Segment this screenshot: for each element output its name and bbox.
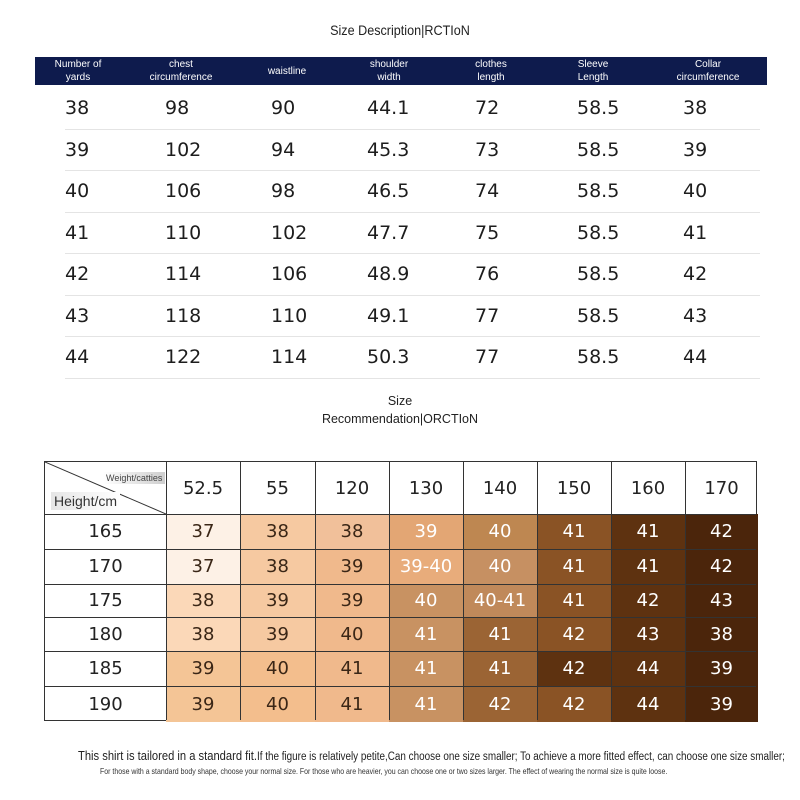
size-table-cell: 42 xyxy=(683,263,708,286)
size-recommendation-cell: 38 xyxy=(240,549,315,584)
weight-header-cell: 130 xyxy=(408,477,444,499)
size-recommendation-cell: 39 xyxy=(240,617,315,651)
size-recommendation-cell: 38 xyxy=(166,584,240,617)
grid-row-divider xyxy=(45,686,756,687)
size-recommendation-cell: 39 xyxy=(240,584,315,617)
size-table-cell: 90 xyxy=(271,97,296,120)
size-table-cell: 118 xyxy=(165,304,202,327)
size-recommendation-cell: 40-41 xyxy=(463,584,537,617)
size-recommendation-cell: 41 xyxy=(389,617,463,651)
size-table-header-cell: Collar circumference xyxy=(676,59,740,83)
size-description-title: Size Description|RCTIoN xyxy=(330,22,470,38)
footer-note-lead: This shirt is tailored in a standard fit. xyxy=(78,748,257,763)
grid-column-divider xyxy=(315,462,316,720)
weight-header-cell: 52.5 xyxy=(182,477,224,499)
size-table-row xyxy=(65,213,760,255)
size-table-row xyxy=(65,171,760,213)
recommendation-title-line2: Recommendation|ORCTIoN xyxy=(321,412,479,426)
size-table-cell: 42 xyxy=(65,263,90,286)
height-header-cell: 165 xyxy=(88,521,123,542)
size-recommendation-cell: 42 xyxy=(463,686,537,722)
size-recommendation-cell: 40 xyxy=(463,514,537,549)
size-recommendation-cell: 38 xyxy=(166,617,240,651)
size-recommendation-cell: 37 xyxy=(166,514,240,549)
size-recommendation-cell: 40 xyxy=(389,584,463,617)
size-recommendation-cell: 43 xyxy=(685,584,758,617)
size-table-row xyxy=(65,254,760,296)
weight-header-cell: 160 xyxy=(630,477,666,499)
size-table-cell: 43 xyxy=(683,304,708,327)
size-table-cell: 98 xyxy=(165,97,190,120)
size-table-body xyxy=(65,88,760,379)
grid-row-divider xyxy=(45,584,756,585)
size-recommendation-cell: 41 xyxy=(611,514,685,549)
size-table-cell: 58.5 xyxy=(577,97,620,120)
size-table-cell: 72 xyxy=(475,97,500,120)
recommendation-title-line1: Size xyxy=(387,394,413,408)
size-table-header xyxy=(35,57,767,85)
size-recommendation-cell: 41 xyxy=(537,549,611,584)
size-table-cell: 48.9 xyxy=(367,263,410,286)
size-recommendation-cell: 39 xyxy=(166,651,240,686)
grid-column-divider xyxy=(240,462,241,720)
size-recommendation-cell: 41 xyxy=(537,584,611,617)
weight-header-cell: 140 xyxy=(482,477,518,499)
size-table-cell: 41 xyxy=(683,221,708,244)
grid-column-divider xyxy=(537,462,538,720)
size-table-cell: 47.7 xyxy=(367,221,410,244)
height-header-cell: 170 xyxy=(88,556,123,577)
size-recommendation-cell: 40 xyxy=(240,651,315,686)
size-table-cell: 114 xyxy=(165,263,202,286)
size-table-cell: 43 xyxy=(65,304,90,327)
grid-column-divider xyxy=(685,462,686,720)
grid-column-divider xyxy=(166,462,167,720)
grid-column-divider xyxy=(463,462,464,720)
size-recommendation-cell: 41 xyxy=(315,686,389,722)
size-table-cell: 94 xyxy=(271,138,296,161)
size-table-header-cell: Sleeve Length xyxy=(577,59,609,83)
size-recommendation-cell: 39-40 xyxy=(389,549,463,584)
size-table-cell: 44 xyxy=(65,346,90,369)
size-recommendation-cell: 44 xyxy=(611,686,685,722)
size-recommendation-cell: 41 xyxy=(463,617,537,651)
size-recommendation-cell: 40 xyxy=(315,617,389,651)
size-table-cell: 39 xyxy=(65,138,90,161)
size-table-cell: 77 xyxy=(475,346,500,369)
size-recommendation-cell: 39 xyxy=(315,584,389,617)
height-header-cell: 175 xyxy=(88,590,123,611)
size-table-cell: 58.5 xyxy=(577,180,620,203)
height-header-cell: 185 xyxy=(88,658,123,679)
size-recommendation-cell: 42 xyxy=(685,549,758,584)
grid-column-divider xyxy=(611,462,612,720)
size-table-header-cell: shoulder width xyxy=(369,59,409,83)
size-recommendation-cell: 39 xyxy=(685,651,758,686)
size-recommendation-grid xyxy=(44,461,757,721)
size-table-header-cell: waistline xyxy=(267,65,307,77)
size-table-cell: 58.5 xyxy=(577,221,620,244)
size-table-cell: 114 xyxy=(271,346,308,369)
size-table-header-cell: chest circumference xyxy=(149,59,213,83)
size-recommendation-cell: 38 xyxy=(685,617,758,651)
size-recommendation-cell: 41 xyxy=(537,514,611,549)
size-table-cell: 58.5 xyxy=(577,346,620,369)
height-header-cell: 180 xyxy=(88,623,123,645)
size-table-row xyxy=(65,296,760,338)
footer-note-rest: If the figure is relatively petite,Can choose one size smaller; To achieve a more fitted effect, can choose one size smaller; xyxy=(256,751,785,763)
weight-header-cell: 170 xyxy=(704,477,739,499)
size-recommendation-cell: 41 xyxy=(389,686,463,722)
size-recommendation-cell: 44 xyxy=(611,651,685,686)
size-recommendation-cell: 41 xyxy=(315,651,389,686)
size-table-cell: 38 xyxy=(65,97,90,120)
size-table-cell: 40 xyxy=(65,180,90,203)
size-table-cell: 41 xyxy=(65,221,90,244)
size-recommendation-cell: 41 xyxy=(611,549,685,584)
corner-weight-label: Weight/catties xyxy=(103,472,165,484)
size-table-cell: 77 xyxy=(475,304,500,327)
size-table-cell: 44.1 xyxy=(367,97,410,120)
size-table-cell: 106 xyxy=(271,263,308,286)
height-header-cell: 190 xyxy=(88,693,123,715)
size-recommendation-cell: 42 xyxy=(537,651,611,686)
size-recommendation-cell: 39 xyxy=(389,514,463,549)
size-recommendation-cell: 39 xyxy=(166,686,240,722)
grid-row-divider xyxy=(45,651,756,652)
size-recommendation-cell: 38 xyxy=(240,514,315,549)
size-table-cell: 39 xyxy=(683,138,708,161)
size-recommendation-cell: 39 xyxy=(685,686,758,722)
size-recommendation-cell: 43 xyxy=(611,617,685,651)
size-table-cell: 58.5 xyxy=(577,263,620,286)
size-table-cell: 49.1 xyxy=(367,304,410,327)
size-recommendation-cell: 40 xyxy=(240,686,315,722)
footer-note-line1 xyxy=(78,748,785,763)
size-table-cell: 58.5 xyxy=(577,138,620,161)
size-table-cell: 38 xyxy=(683,97,708,120)
grid-row-divider xyxy=(45,617,756,618)
size-recommendation-cell: 42 xyxy=(537,617,611,651)
size-recommendation-cell: 42 xyxy=(611,584,685,617)
size-table-cell: 102 xyxy=(271,221,308,244)
size-table-cell: 50.3 xyxy=(367,346,410,369)
weight-header-cell: 150 xyxy=(556,477,592,499)
weight-header-cell: 120 xyxy=(334,477,370,499)
size-table-header-cell: Number of yards xyxy=(54,59,102,83)
size-table-cell: 110 xyxy=(165,221,202,244)
size-table-cell: 45.3 xyxy=(367,138,410,161)
size-recommendation-cell: 40 xyxy=(463,549,537,584)
size-table-cell: 110 xyxy=(271,304,308,327)
size-table-cell: 75 xyxy=(475,221,500,244)
size-recommendation-cell: 37 xyxy=(166,549,240,584)
corner-height-label: Height/cm xyxy=(51,492,120,510)
size-recommendation-cell: 41 xyxy=(389,651,463,686)
size-table-cell: 46.5 xyxy=(367,180,410,203)
size-table-cell: 122 xyxy=(165,346,202,369)
size-recommendation-cell: 39 xyxy=(315,549,389,584)
weight-header-cell: 55 xyxy=(266,477,289,499)
size-table-cell: 58.5 xyxy=(577,304,620,327)
size-table-cell: 40 xyxy=(683,180,708,203)
size-table-cell: 73 xyxy=(475,138,500,161)
size-table-cell: 98 xyxy=(271,180,296,203)
footer-note-line2: For those with a standard body shape, choose your normal size. For those who are heavier, you can choose one or two sizes larger. The effect of wearing the normal size is quite loose. xyxy=(100,766,668,776)
size-recommendation-title xyxy=(0,392,800,428)
size-table-cell: 76 xyxy=(475,263,500,286)
grid-row-divider xyxy=(45,549,756,550)
size-recommendation-cell: 41 xyxy=(463,651,537,686)
size-recommendation-cell: 38 xyxy=(315,514,389,549)
size-table-row xyxy=(65,88,760,130)
size-table-cell: 74 xyxy=(475,180,500,203)
size-recommendation-cell: 42 xyxy=(537,686,611,722)
size-recommendation-cell: 42 xyxy=(685,514,758,549)
size-table-row xyxy=(65,130,760,172)
size-table-header-cell: clothes length xyxy=(475,59,507,83)
size-table-row xyxy=(65,337,760,379)
grid-column-divider xyxy=(389,462,390,720)
size-table-cell: 106 xyxy=(165,180,202,203)
size-table-cell: 44 xyxy=(683,346,708,369)
size-table-cell: 102 xyxy=(165,138,202,161)
grid-row-divider xyxy=(45,514,756,515)
